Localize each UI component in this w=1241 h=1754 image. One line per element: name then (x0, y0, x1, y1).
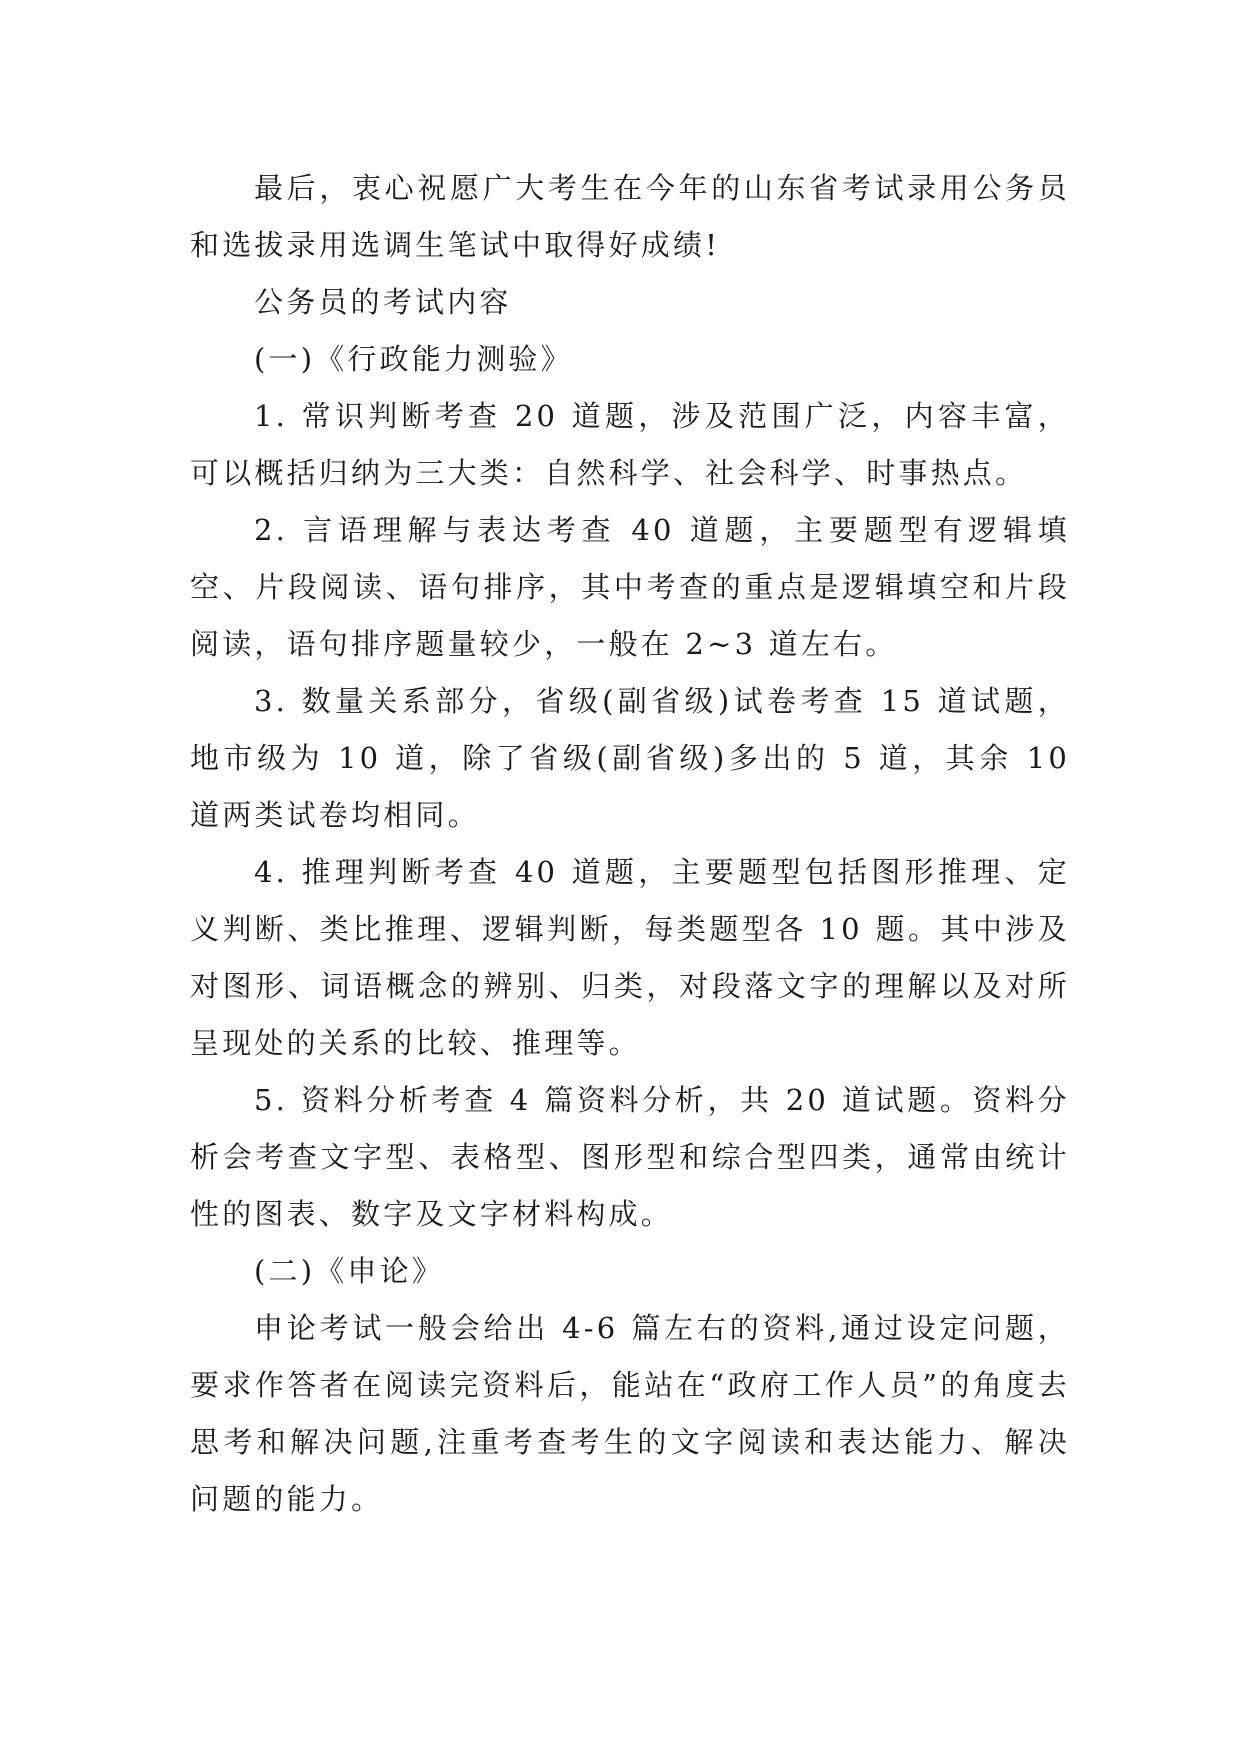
heading-admin-ability-test: (一)《行政能力测验》 (254, 342, 573, 376)
paragraph-data-analysis: 5. 资料分析考查 4 篇资料分析，共 20 道试题。资料分析会考查文字型、表格型、图形型和综合型四类，通常由统计性的图表、数字及文字材料构成。 (190, 1083, 1070, 1231)
heading-shenlun: (二)《申论》 (254, 1254, 445, 1288)
document-page (190, 160, 1070, 1528)
paragraph-reasoning: 4. 推理判断考查 40 道题，主要题型包括图形推理、定义判断、类比推理、逻辑判断，每类题型各 10 题。其中涉及对图形、词语概念的辨别、归类，对段落文字的理解以及对所呈现处的关系的比较、推理等。 (190, 855, 1070, 1060)
paragraph-quantitative: 3. 数量关系部分，省级(副省级)试卷考查 15 道试题，地市级为 10 道，除了省级(副省级)多出的 5 道，其余 10 道两类试卷均相同。 (190, 684, 1070, 832)
paragraph-verbal: 2. 言语理解与表达考查 40 道题，主要题型有逻辑填空、片段阅读、语句排序，其中考查的重点是逻辑填空和片段阅读，语句排序题量较少，一般在 2~3 道左右。 (190, 513, 1070, 661)
paragraph-shenlun: 申论考试一般会给出 4-6 篇左右的资料,通过设定问题，要求作答者在阅读完资料后，能站在“政府工作人员”的角度去思考和解决问题,注重考查考生的文字阅读和表达能力、解决问题的能力。 (190, 1311, 1070, 1516)
paragraph-closing-wish: 最后，衷心祝愿广大考生在今年的山东省考试录用公务员和选拔录用选调生笔试中取得好成绩! (190, 171, 1070, 262)
paragraph-common-sense: 1. 常识判断考查 20 道题，涉及范围广泛，内容丰富，可以概括归纳为三大类：自然科学、社会科学、时事热点。 (190, 399, 1070, 490)
heading-exam-content: 公务员的考试内容 (254, 285, 512, 319)
